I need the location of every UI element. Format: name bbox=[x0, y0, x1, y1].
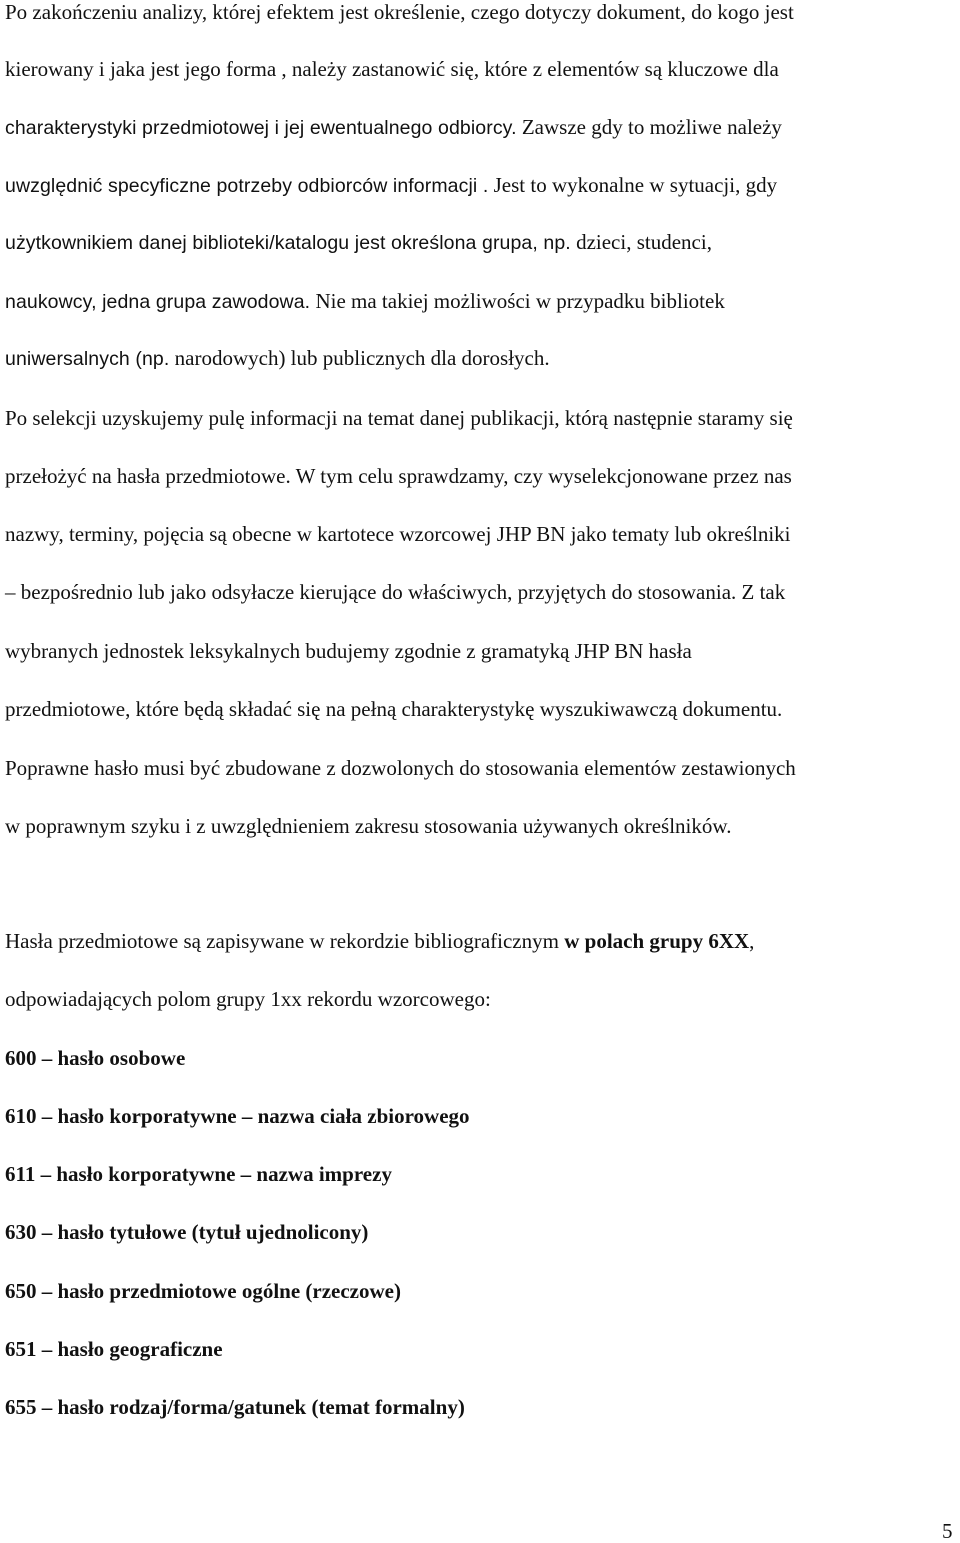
paragraph1-line-5 bbox=[5, 230, 712, 255]
field-item-651: 651 – hasło geograficzne bbox=[5, 1337, 223, 1361]
paragraph2-line-5: wybranych jednostek leksykalnych budujemy zgodnie z gramatyką JHP BN hasła bbox=[5, 639, 692, 663]
paragraph3-line-1 bbox=[5, 929, 754, 953]
paragraph2-line-2 bbox=[5, 464, 792, 488]
paragraph1-line-7-sans: uniwersalnych (np. bbox=[5, 348, 170, 370]
field-item-600: 600 – hasło osobowe bbox=[5, 1046, 186, 1070]
paragraph1-line-6 bbox=[5, 289, 725, 314]
field-item-611: 611 – hasło korporatywne – nazwa imprezy bbox=[5, 1162, 392, 1186]
field-item-650: 650 – hasło przedmiotowe ogólne (rzeczowe) bbox=[5, 1279, 401, 1303]
paragraph2-line-4: – bezpośrednio lub jako odsyłacze kierujące do właściwych, przyjętych do stosowania. Z tak bbox=[5, 580, 786, 604]
paragraph3-line-1-bold: w polach grupy 6XX bbox=[564, 929, 750, 953]
paragraph2-line-2-b: W tym celu sprawdzamy, czy wyselekcjonowane przez nas bbox=[295, 464, 792, 488]
paragraph1-line-6-serif: Nie ma takiej możliwości w przypadku bibliotek bbox=[315, 289, 725, 313]
paragraph1-line-7-serif: narodowych) lub publicznych dla dorosłych. bbox=[174, 346, 550, 370]
paragraph1-line-2: kierowany i jaka jest jego forma , należy zastanowić się, które z elementów są kluczowe dla bbox=[5, 57, 779, 81]
paragraph1-line-3 bbox=[5, 115, 782, 140]
paragraph1-line-5-serif: dzieci, studenci, bbox=[576, 230, 712, 254]
paragraph2-line-1: Po selekcji uzyskujemy pulę informacji na temat danej publikacji, którą następnie staramy się bbox=[5, 406, 793, 430]
paragraph1-line-1: Po zakończeniu analizy, której efektem jest określenie, czego dotyczy dokument, do kogo jest bbox=[5, 0, 794, 24]
paragraph1-line-4 bbox=[5, 173, 777, 198]
paragraph1-line-4-sans: uwzględnić specyficzne potrzeby odbiorców informacji . bbox=[5, 175, 489, 197]
paragraph1-line-5-sans: użytkownikiem danej biblioteki/katalogu jest określona grupa, np. bbox=[5, 232, 571, 254]
field-item-630: 630 – hasło tytułowe (tytuł ujednolicony) bbox=[5, 1220, 369, 1244]
paragraph2-line-6: przedmiotowe, które będą składać się na pełną charakterystykę wyszukiwawczą dokumentu. bbox=[5, 697, 783, 721]
paragraph1-line-3-sans: charakterystyki przedmiotowej i jej ewentualnego odbiorcy. bbox=[5, 117, 517, 139]
field-item-610: 610 – hasło korporatywne – nazwa ciała zbiorowego bbox=[5, 1104, 470, 1128]
paragraph2-line-3: nazwy, terminy, pojęcia są obecne w kartotece wzorcowej JHP BN jako tematy lub określniki bbox=[5, 522, 791, 546]
paragraph1-line-7 bbox=[5, 346, 550, 371]
paragraph2-line-8: w poprawnym szyku i z uwzględnieniem zakresu stosowania używanych określników. bbox=[5, 814, 732, 838]
paragraph3-line-1-end: , bbox=[749, 929, 755, 953]
field-item-655: 655 – hasło rodzaj/forma/gatunek (temat formalny) bbox=[5, 1395, 465, 1419]
paragraph2-line-2-a: przełożyć na hasła przedmiotowe. bbox=[5, 464, 291, 488]
page-number: 5 bbox=[942, 1519, 953, 1543]
paragraph2-line-7: Poprawne hasło musi być zbudowane z dozwolonych do stosowania elementów zestawionych bbox=[5, 756, 796, 780]
paragraph1-line-6-sans: naukowcy, jedna grupa zawodowa. bbox=[5, 291, 311, 313]
paragraph3-line-2: odpowiadających polom grupy 1xx rekordu wzorcowego: bbox=[5, 987, 491, 1011]
paragraph1-line-4-serif: Jest to wykonalne w sytuacji, gdy bbox=[493, 173, 778, 197]
paragraph3-line-1-start: Hasła przedmiotowe są zapisywane w rekordzie bibliograficznym bbox=[5, 929, 565, 953]
paragraph1-line-3-serif: Zawsze gdy to możliwe należy bbox=[521, 115, 782, 139]
